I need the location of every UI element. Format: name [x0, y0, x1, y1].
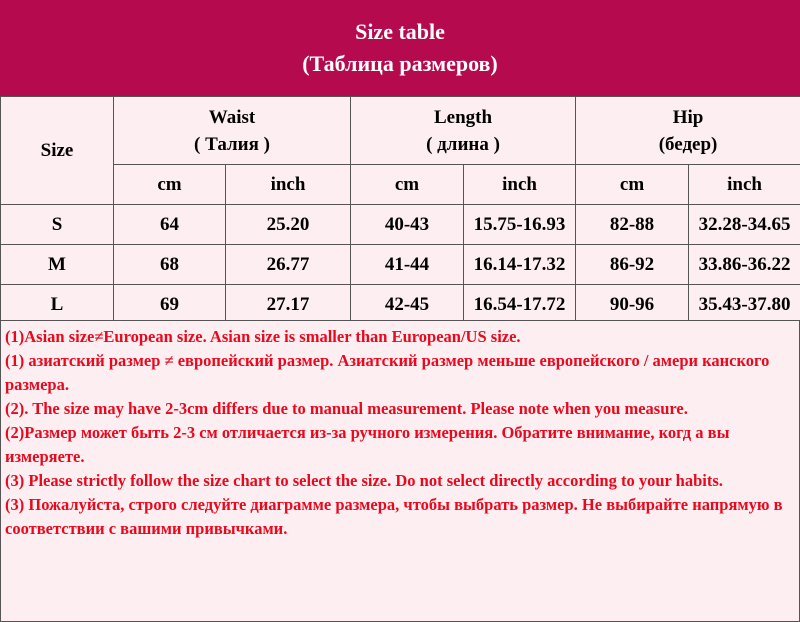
- size-table: [0, 96, 800, 325]
- length-sub-label: ( длина ): [426, 133, 500, 155]
- note-line: (1) азиатский размер ≠ европейский размер. Азиатский размер меньше европейского / амери канского размера.: [5, 351, 770, 394]
- note-line: (3) Please strictly follow the size chart to select the size. Do not select directly according to your habits.: [5, 471, 723, 490]
- table-cell: 33.86-36.22: [689, 245, 800, 285]
- table-cell: 40-43: [351, 205, 464, 245]
- table-cell: 26.77: [226, 245, 351, 285]
- waist-label: Waist: [208, 106, 256, 128]
- table-cell: 27.17: [226, 285, 351, 325]
- size-cell: L: [1, 285, 114, 325]
- unit-header-row: [1, 165, 800, 205]
- length-group-header: [351, 97, 576, 165]
- table-cell: 90-96: [576, 285, 689, 325]
- length-label: Length: [433, 106, 493, 128]
- table-cell: 64: [114, 205, 226, 245]
- unit-header: inch: [226, 165, 351, 205]
- header-title: Size table: [355, 19, 445, 44]
- waist-group-header: [114, 97, 351, 165]
- table-row: [1, 245, 800, 285]
- unit-header: cm: [351, 165, 464, 205]
- size-notes: [0, 320, 800, 622]
- hip-group-header: [576, 97, 800, 165]
- table-cell: 35.43-37.80: [689, 285, 800, 325]
- unit-header: cm: [114, 165, 226, 205]
- table-cell: 68: [114, 245, 226, 285]
- table-cell: 25.20: [226, 205, 351, 245]
- hip-sub-label: (бедер): [658, 133, 718, 155]
- header-subtitle: (Таблица размеров): [302, 51, 498, 76]
- unit-header: inch: [689, 165, 800, 205]
- table-cell: 42-45: [351, 285, 464, 325]
- note-line: (1)Asian size≠European size. Asian size is smaller than European/US size.: [5, 327, 521, 346]
- table-row: [1, 285, 800, 325]
- table-cell: 16.54-17.72: [464, 285, 576, 325]
- note-line: (3) Пожалуйста, строго следуйте диаграмме размера, чтобы выбрать размер. Не выбирайте напрямую в соответствии с вашими привычками.: [5, 495, 783, 538]
- table-cell: 15.75-16.93: [464, 205, 576, 245]
- note-line: (2)Размер может быть 2-3 см отличается из-за ручного измерения. Обратите внимание, когд а вы измеряете.: [5, 423, 730, 466]
- table-cell: 86-92: [576, 245, 689, 285]
- table-cell: 82-88: [576, 205, 689, 245]
- group-header-row: [1, 97, 800, 165]
- table-row: [1, 205, 800, 245]
- table-cell: 32.28-34.65: [689, 205, 800, 245]
- size-table-header: [0, 0, 800, 96]
- table-cell: 16.14-17.32: [464, 245, 576, 285]
- unit-header: inch: [464, 165, 576, 205]
- table-cell: 69: [114, 285, 226, 325]
- unit-header: cm: [576, 165, 689, 205]
- size-cell: S: [1, 205, 114, 245]
- table-cell: 41-44: [351, 245, 464, 285]
- note-line: (2). The size may have 2-3cm differs due to manual measurement. Please note when you measure.: [5, 399, 688, 418]
- hip-label: Hip: [672, 106, 704, 128]
- waist-sub-label: ( Талия ): [194, 133, 270, 155]
- size-cell: M: [1, 245, 114, 285]
- size-column-header: Size: [1, 97, 114, 205]
